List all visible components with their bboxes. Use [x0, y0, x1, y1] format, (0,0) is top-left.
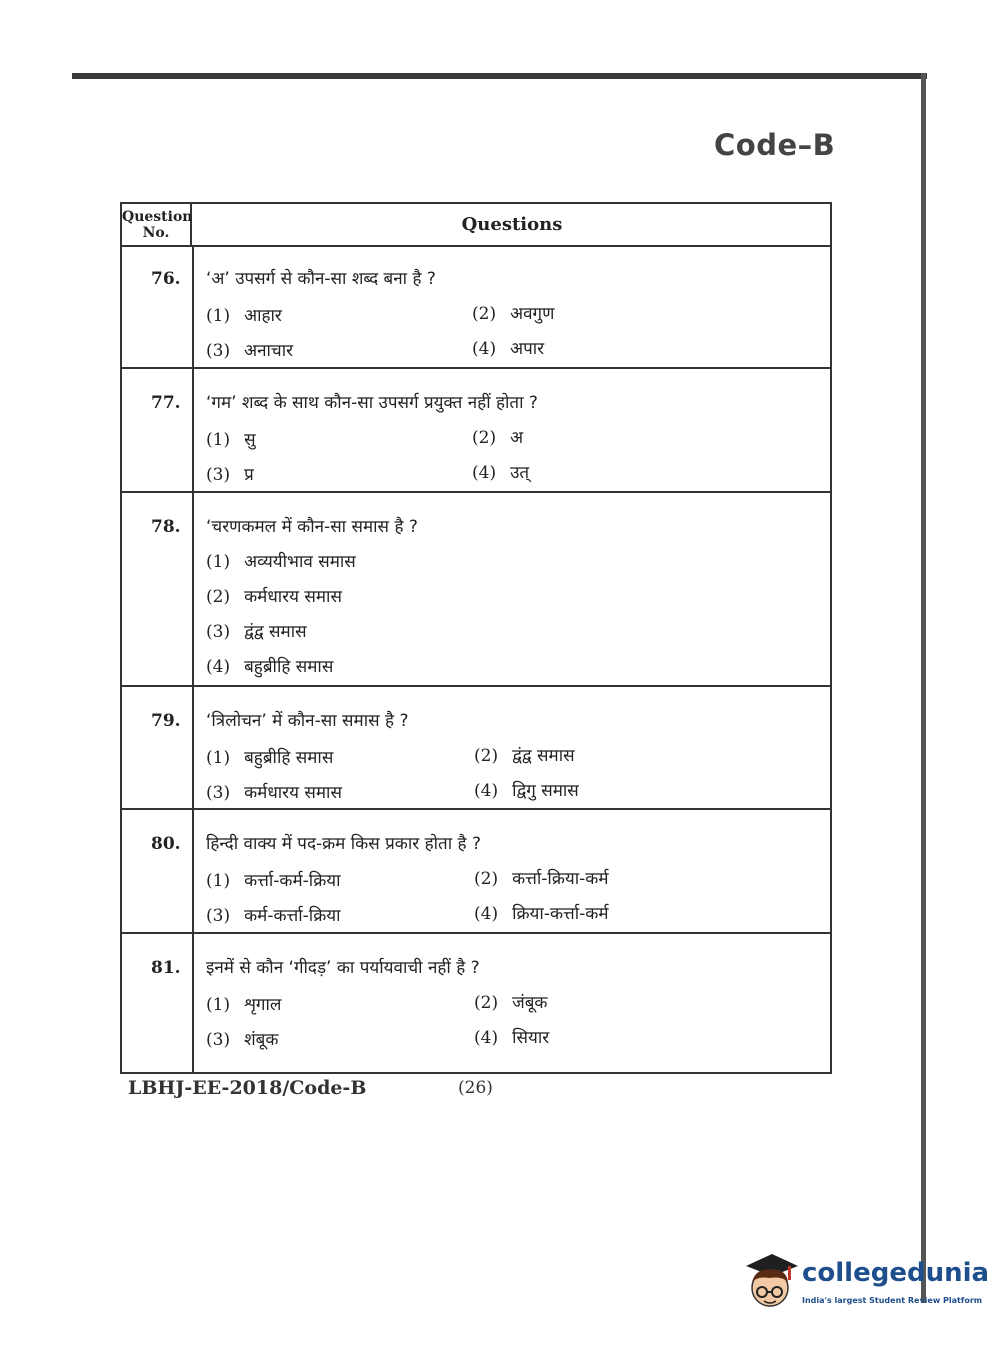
- question-text: हिन्दी वाक्य में पद-क्रम किस प्रकार होता है ?: [206, 834, 481, 854]
- option-number: (1): [206, 552, 231, 572]
- option-number: (3): [206, 906, 231, 926]
- option: [206, 338, 293, 361]
- option-number: (2): [472, 304, 497, 324]
- option: [206, 549, 356, 572]
- option-number: (2): [474, 746, 499, 766]
- header-questions: Questions: [461, 214, 563, 235]
- option-number: (2): [472, 428, 497, 448]
- brand-name: collegedunia: [802, 1258, 990, 1288]
- question-text: ‘त्रिलोचन’ में कौन-सा समास है ?: [206, 711, 409, 731]
- option-text: बहुब्रीहि समास: [244, 657, 334, 677]
- paper-code-label: Code–B: [714, 128, 836, 162]
- option-number: (4): [474, 1028, 499, 1048]
- question-row: [122, 493, 830, 687]
- table-header: [122, 204, 830, 247]
- option-number: (1): [206, 995, 231, 1015]
- option-text: कर्त्ता-कर्म-क्रिया: [244, 871, 341, 891]
- option: [474, 1025, 549, 1048]
- option: [206, 584, 342, 607]
- option-text: अपार: [510, 339, 545, 359]
- question-text: ‘अ’ उपसर्ग से कौन-सा शब्द बना है ?: [206, 269, 436, 289]
- option: [472, 460, 529, 483]
- option-number: (1): [206, 871, 231, 891]
- option-number: (1): [206, 430, 231, 450]
- option-text: कर्मधारय समास: [244, 587, 342, 607]
- option: [206, 992, 281, 1015]
- option: [474, 990, 547, 1013]
- option-number: (2): [206, 587, 231, 607]
- option-number: (4): [474, 781, 499, 801]
- question-row: [122, 810, 830, 934]
- option-text: द्वंद्व समास: [512, 746, 575, 766]
- option-text: अवगुण: [510, 304, 555, 324]
- option: [206, 745, 333, 768]
- option-text: कर्म-कर्त्ता-क्रिया: [244, 906, 341, 926]
- question-row: [122, 934, 830, 1072]
- mascot-icon: [742, 1252, 798, 1312]
- option: [474, 901, 609, 924]
- option-text: उत्: [510, 463, 530, 483]
- question-number: 79.: [151, 711, 181, 731]
- right-border-rule: [921, 73, 926, 1303]
- option: [472, 336, 544, 359]
- option: [206, 1027, 278, 1050]
- option-text: शंबूक: [244, 1030, 279, 1050]
- option-number: (4): [472, 463, 497, 483]
- option-text: बहुब्रीहि समास: [244, 748, 334, 768]
- option-text: अव्ययीभाव समास: [244, 552, 356, 572]
- option-text: जंबूक: [512, 993, 548, 1013]
- question-row: [122, 245, 830, 369]
- footer-paper-code: LBHJ-EE-2018/Code-B: [128, 1077, 367, 1099]
- option-text: सु: [244, 430, 256, 450]
- option-number: (1): [206, 306, 231, 326]
- option-number: (2): [474, 869, 499, 889]
- option-text: प्र: [244, 465, 254, 485]
- option-number: (3): [206, 783, 231, 803]
- option: [206, 303, 282, 326]
- option-text: आहार: [244, 306, 282, 326]
- option: [206, 903, 341, 926]
- option-text: सियार: [512, 1028, 550, 1048]
- question-row: [122, 687, 830, 810]
- option-number: (4): [474, 904, 499, 924]
- top-border-rule: [72, 73, 927, 79]
- option-number: (1): [206, 748, 231, 768]
- header-question-no: Question No.: [122, 204, 192, 245]
- option-number: (3): [206, 622, 231, 642]
- option-text: द्वंद्व समास: [244, 622, 307, 642]
- option-text: द्विगु समास: [512, 781, 579, 801]
- option-number: (3): [206, 465, 231, 485]
- question-number: 78.: [151, 517, 181, 537]
- option: [474, 866, 609, 889]
- option: [206, 654, 333, 677]
- option-number: (4): [472, 339, 497, 359]
- question-number: 80.: [151, 834, 181, 854]
- option-number: (3): [206, 341, 231, 361]
- option-text: अ: [510, 428, 524, 448]
- question-text: इनमें से कौन ‘गीदड़’ का पर्यायवाची नहीं है ?: [206, 958, 480, 978]
- option-number: (3): [206, 1030, 231, 1050]
- question-text: ‘चरणकमल में कौन-सा समास है ?: [206, 517, 418, 537]
- brand-tagline: India's largest Student Review Platform: [802, 1296, 983, 1305]
- collegedunia-watermark: [742, 1252, 990, 1312]
- option: [206, 427, 256, 450]
- option-text: कर्त्ता-क्रिया-कर्म: [512, 869, 609, 889]
- option-text: कर्मधारय समास: [244, 783, 342, 803]
- option-text: अनाचार: [244, 341, 294, 361]
- question-row: [122, 369, 830, 493]
- option-text: क्रिया-कर्त्ता-कर्म: [512, 904, 609, 924]
- question-number: 81.: [151, 958, 181, 978]
- footer-page-number: (26): [458, 1078, 493, 1098]
- option-text: शृगाल: [244, 995, 282, 1015]
- question-number: 76.: [151, 269, 181, 289]
- question-number: 77.: [151, 393, 181, 413]
- option: [206, 619, 307, 642]
- question-table: [120, 202, 832, 1074]
- option: [472, 301, 554, 324]
- option: [474, 743, 575, 766]
- option-number: (2): [474, 993, 499, 1013]
- option: [206, 780, 342, 803]
- option: [206, 868, 341, 891]
- option: [474, 778, 579, 801]
- option-number: (4): [206, 657, 231, 677]
- question-text: ‘गम’ शब्द के साथ कौन-सा उपसर्ग प्रयुक्त नहीं होता ?: [206, 393, 538, 413]
- option: [206, 462, 254, 485]
- option: [472, 425, 523, 448]
